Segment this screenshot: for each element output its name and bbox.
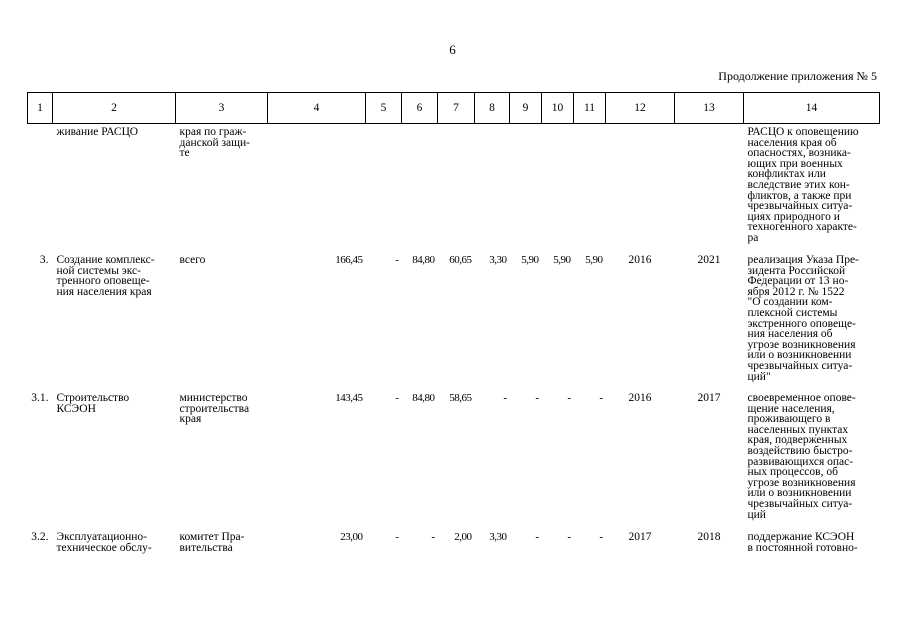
item-number-cell: 3.2. (31, 531, 49, 543)
total-amount-cell: 143,45 (335, 392, 363, 404)
year3-amount-cell: 58,65 (449, 392, 472, 404)
year4-amount-cell: - (503, 392, 507, 404)
year4-amount-cell: 3,30 (489, 531, 507, 543)
year2-amount-cell: - (431, 531, 435, 543)
year3-amount-cell (438, 124, 475, 256)
year5-amount-cell (510, 124, 542, 256)
header-cell: 14 (744, 93, 880, 124)
activity-name-cell: Создание комплекс- ной системы экс- тренного оповеще- ния населения края (56, 254, 155, 298)
item-number-cell: 3.1. (31, 392, 49, 404)
program-table (27, 92, 880, 572)
year5-amount-cell: - (535, 531, 539, 543)
header-cell: 13 (675, 93, 744, 124)
header-cell: 12 (606, 93, 675, 124)
start-year-cell: 2016 (628, 392, 652, 404)
year7-amount-cell (574, 124, 606, 256)
year6-amount-cell (542, 124, 574, 256)
year4-amount-cell: 3,30 (489, 254, 507, 266)
activity-name-cell: Строительство КСЭОН (56, 392, 130, 415)
header-cell: 8 (475, 93, 510, 124)
total-amount-cell (268, 124, 366, 256)
start-year-cell: 2016 (628, 254, 652, 266)
activity-name-cell: Эксплуатационно- техническое обслу- (56, 531, 152, 554)
year5-amount-cell: 5,90 (521, 254, 539, 266)
year1-amount-cell: - (395, 254, 399, 266)
header-cell: 11 (574, 93, 606, 124)
end-year-cell: 2021 (697, 254, 721, 266)
expected-result-cell: поддержание КСЭОН в постоянной готовно- (747, 531, 858, 554)
header-cell: 3 (176, 93, 268, 124)
end-year-cell: 2018 (697, 531, 721, 543)
start-year-cell (606, 124, 675, 256)
header-row (28, 93, 880, 124)
table-row (28, 124, 880, 256)
header-cell: 2 (53, 93, 176, 124)
year6-amount-cell: - (567, 392, 571, 404)
page-number: 6 (449, 42, 456, 57)
expected-result-cell: своевременное опове- щение населения, проживающего в населенных пунктах края, подверженных воздействию быстро- развивающихся опас- ных процессов, об угрозе возникновения или о возникновении чрезвычайных ситуа- ций (747, 392, 856, 521)
continuation-label: Продолжение приложения № 5 (718, 69, 877, 83)
responsible-cell: края по граж- данской защи- те (179, 126, 250, 160)
header-cell: 1 (28, 93, 53, 124)
year2-amount-cell: 84,80 (412, 392, 435, 404)
year6-amount-cell: 5,90 (553, 254, 571, 266)
header-cell: 4 (268, 93, 366, 124)
table-row (28, 532, 880, 572)
end-year-cell: 2017 (697, 392, 721, 404)
year7-amount-cell: - (599, 392, 603, 404)
responsible-cell: министерство строительства края (179, 392, 250, 426)
table-row (28, 393, 880, 532)
year1-amount-cell: - (395, 392, 399, 404)
year3-amount-cell: 60,65 (449, 254, 472, 266)
year2-amount-cell: 84,80 (412, 254, 435, 266)
year4-amount-cell (475, 124, 510, 256)
year7-amount-cell: - (599, 531, 603, 543)
year6-amount-cell: - (567, 531, 571, 543)
item-number-cell (28, 124, 53, 256)
start-year-cell: 2017 (628, 531, 652, 543)
year1-amount-cell: - (395, 531, 399, 543)
header-cell: 7 (438, 93, 475, 124)
responsible-cell: всего (179, 254, 206, 266)
year1-amount-cell (366, 124, 402, 256)
total-amount-cell: 166,45 (335, 254, 363, 266)
header-cell: 9 (510, 93, 542, 124)
year7-amount-cell: 5,90 (585, 254, 603, 266)
expected-result-cell: реализация Указа Пре- зидента Российской Федерации от 13 но- ября 2012 г. № 1522 "О создании ком- плексной системы экстренного оповеще- ния населения об угрозе возникновения или о возникновении чрезвычайных ситуа- ций" (747, 254, 859, 383)
responsible-cell: комитет Пра- вительства (179, 531, 245, 554)
item-number-cell: 3. (39, 254, 49, 266)
year5-amount-cell: - (535, 392, 539, 404)
activity-name-cell: живание РАСЦО (56, 126, 139, 138)
header-cell: 5 (366, 93, 402, 124)
year2-amount-cell (402, 124, 438, 256)
total-amount-cell: 23,00 (340, 531, 363, 543)
table-row (28, 255, 880, 393)
expected-result-cell: РАСЦО к оповещению населения края об опасностях, возника- ющих при военных конфликтах или вследствие этих кон- фликтов, а также при чрезвычайных ситуа- циях природного и техногенного характе- ра (747, 126, 859, 244)
header-cell: 10 (542, 93, 574, 124)
end-year-cell (675, 124, 744, 256)
year3-amount-cell: 2,00 (454, 531, 472, 543)
header-cell: 6 (402, 93, 438, 124)
